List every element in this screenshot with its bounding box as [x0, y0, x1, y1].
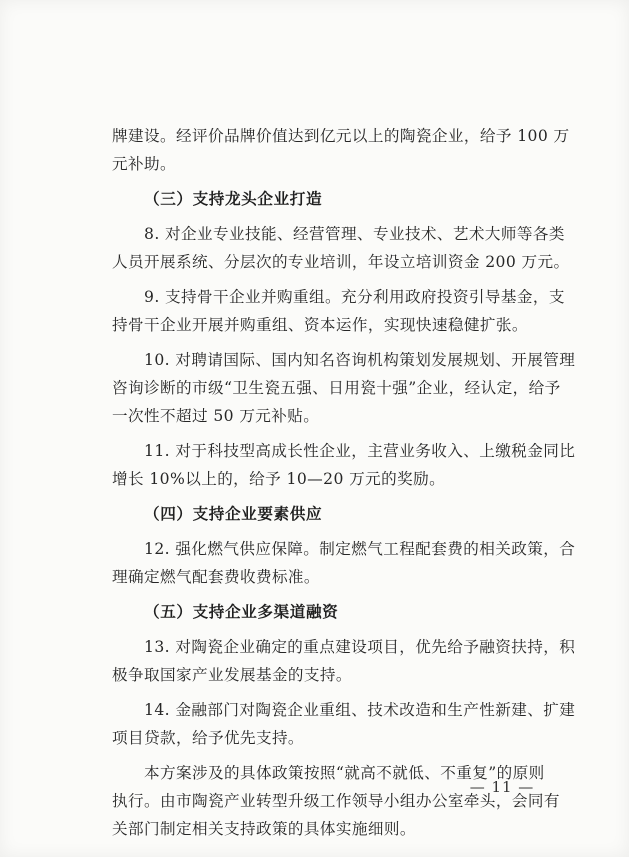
text-line: 12. 强化燃气供应保障。制定燃气工程配套费的相关政策，合: [144, 540, 576, 558]
text-line: 极争取国家产业发展基金的支持。: [112, 666, 352, 684]
paragraph-item-10: [112, 346, 576, 430]
paragraph-item-13: [112, 633, 576, 689]
paragraph-brand-continued: [112, 122, 570, 178]
text-line: 8. 对企业专业技能、经营管理、专业技术、艺术大师等各类: [144, 225, 565, 243]
text-line: 元补助。: [112, 155, 176, 173]
text-line: 理确定燃气配套费收费标准。: [112, 568, 320, 586]
heading-text: （三）支持龙头企业打造: [144, 190, 323, 208]
text-line: 关部门制定相关支持政策的具体实施细则。: [112, 820, 416, 838]
text-line: 本方案涉及的具体政策按照“就高不就低、不重复”的原则: [144, 764, 545, 782]
section-heading-3: [112, 185, 512, 213]
paragraph-item-9: [112, 283, 565, 339]
heading-text: （四）支持企业要素供应: [144, 505, 323, 523]
paragraph-closing: [112, 759, 560, 843]
text-line: 咨询诊断的市级“卫生瓷五强、日用瓷十强”企业，经认定，给予: [112, 379, 561, 397]
paragraph-item-8: [112, 220, 570, 276]
document-body: [112, 122, 576, 843]
page-number: — 11 —: [469, 778, 535, 796]
text-line: 人员开展系统、分层次的专业培训，年设立培训资金 200 万元。: [112, 253, 570, 271]
heading-text: （五）支持企业多渠道融资: [144, 603, 339, 621]
text-line: 增长 10%以上的，给予 10—20 万元的奖励。: [112, 470, 446, 488]
text-line: 牌建设。经评价品牌价值达到亿元以上的陶瓷企业，给予 100 万: [112, 127, 570, 145]
text-line: 9. 支持骨干企业并购重组。充分利用政府投资引导基金，支: [144, 288, 565, 306]
text-line: 项目贷款，给予优先支持。: [112, 729, 304, 747]
paragraph-item-11: [112, 437, 576, 493]
section-heading-5: [112, 598, 512, 626]
paragraph-item-14: [112, 696, 576, 752]
section-heading-4: [112, 500, 512, 528]
paragraph-item-12: [112, 535, 576, 591]
text-line: 13. 对陶瓷企业确定的重点建设项目，优先给予融资扶持，积: [144, 638, 576, 656]
text-line: 执行。由市陶瓷产业转型升级工作领导小组办公室牵头，会同有: [112, 792, 560, 810]
text-line: 一次性不超过 50 万元补贴。: [112, 407, 320, 425]
text-line: 11. 对于科技型高成长性企业，主营业务收入、上缴税金同比: [144, 442, 576, 460]
text-line: 持骨干企业开展并购重组、资本运作，实现快速稳健扩张。: [112, 316, 528, 334]
text-line: 10. 对聘请国际、国内知名咨询机构策划发展规划、开展管理: [144, 351, 576, 369]
text-line: 14. 金融部门对陶瓷企业重组、技术改造和生产性新建、扩建: [144, 701, 576, 719]
